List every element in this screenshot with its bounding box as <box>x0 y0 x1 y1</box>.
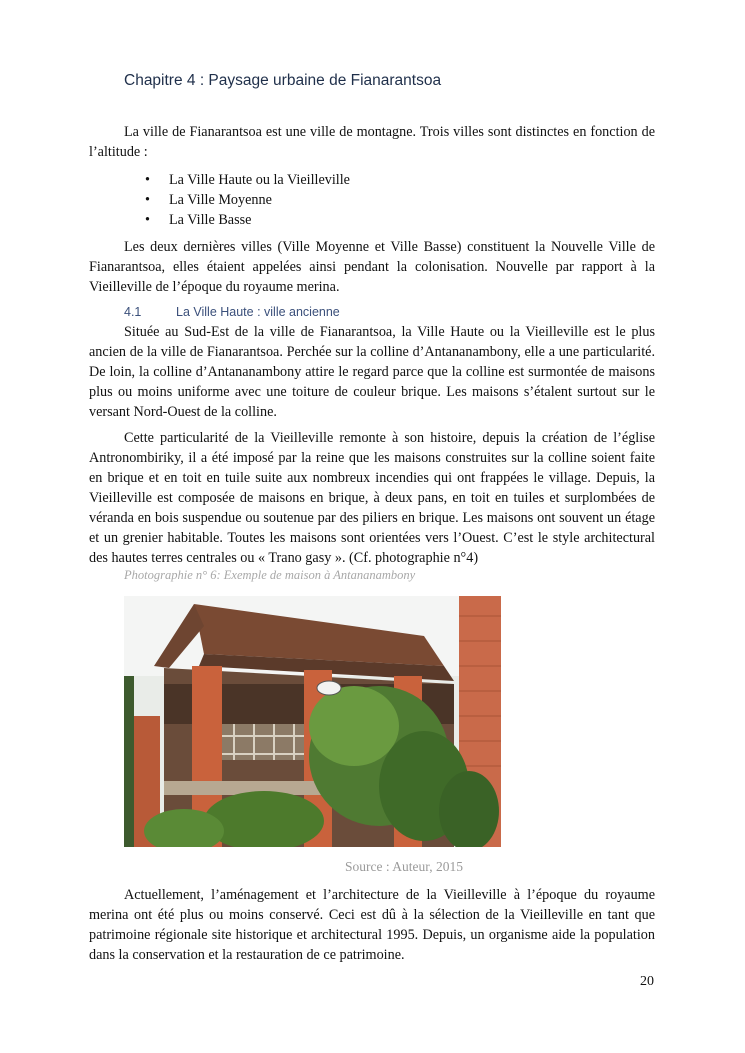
house-photograph <box>124 596 501 847</box>
nouvelle-ville-paragraph <box>89 237 655 297</box>
city-list <box>145 170 350 230</box>
intro-text: La ville de Fianarantsoa est une ville de montagne. Trois villes sont distinctes en fonction de l’altitude : <box>89 124 655 160</box>
actuellement-paragraph <box>89 885 655 965</box>
intro-paragraph <box>89 122 655 162</box>
page-number: 20 <box>640 974 654 989</box>
ville-haute-text: Située au Sud-Est de la ville de Fianarantsoa, la Ville Haute ou la Vieilleville est le plus ancien de la ville de Fianarantsoa. Perchée sur la colline d’Antananambony, elle a une particularité. De loin, la colline d’Antananambony attire le regard parce que la colline est surmontée de maisons plus ou moins uniforme avec une toiture de couleur brique. Les maisons s’étalent surtout sur le versant Nord-Ouest de la colline. <box>89 324 655 420</box>
particularite-paragraph <box>89 428 655 568</box>
section-heading <box>124 305 340 319</box>
photo-caption: Photographie n° 6: Exemple de maison à Antananambony <box>124 568 416 582</box>
nouvelle-ville-text: Les deux dernières villes (Ville Moyenne et Ville Basse) constituent la Nouvelle Ville de Fianarantsoa, elles étaient appelées ainsi pendant la colonisation. Nouvelle par rapport à la Vieilleville de l’époque du royaume merina. <box>89 239 655 295</box>
section-title: La Ville Haute : ville ancienne <box>176 305 340 319</box>
actuellement-text: Actuellement, l’aménagement et l’architecture de la Vieilleville à l’époque du royaume merina ont été plus ou moins conservé. Ceci est dû à la sélection de la Vieilleville en tant que patrimoine régionale site historique et architectural 1995. Depuis, un organisme aide la population dans la conservation et la restauration de ce patrimoine. <box>89 887 655 963</box>
ville-haute-paragraph <box>89 322 655 422</box>
list-item: • La Ville Haute ou la Vieilleville <box>145 170 350 190</box>
photo-source: Source : Auteur, 2015 <box>345 859 463 874</box>
list-item: • La Ville Moyenne <box>145 190 350 210</box>
particularite-text: Cette particularité de la Vieilleville remonte à son histoire, depuis la création de l’église Antronombiriky, il a été imposé par la reine que les maisons construites sur la colline soient faite en brique et en toit en tuile suite aux nombreux incendies qui ont frappées le village. Depuis, la Vieilleville est composée de maisons en brique, à deux pans, en toit en tuiles et surplombées de véranda en bois suspendue ou soutenue par des piliers en brique. Les maisons ont souvent un étage et un grenier habitable. Toutes les maisons sont orientées vers l’Ouest. C’est le style architectural des hautes terres centrales ou « Trano gasy ». (Cf. photographie n°4) <box>89 430 655 566</box>
list-item: • La Ville Basse <box>145 210 350 230</box>
section-number: 4.1 <box>124 305 142 319</box>
chapter-title: Chapitre 4 : Paysage urbaine de Fianarantsoa <box>124 72 442 89</box>
